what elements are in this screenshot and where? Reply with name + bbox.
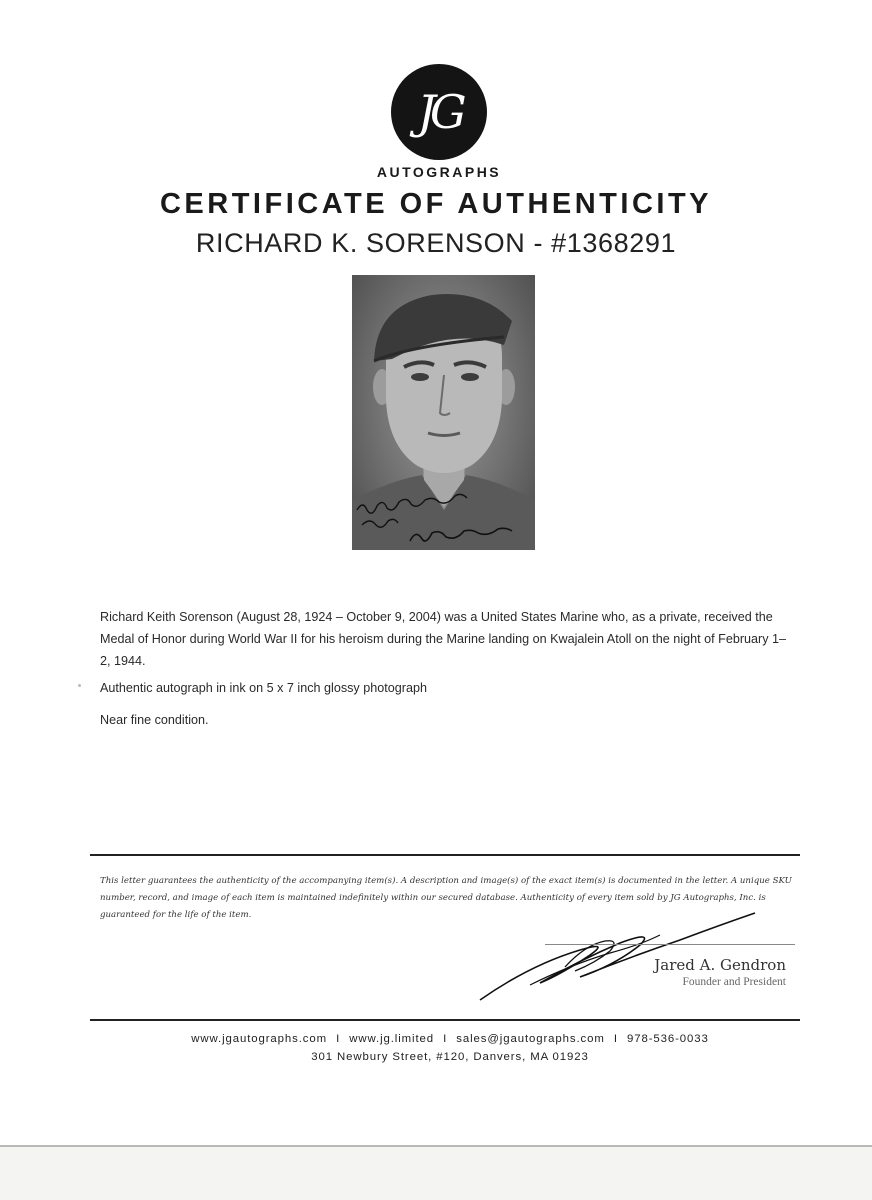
logo-monogram: JG <box>417 85 461 139</box>
website2-link[interactable]: www.jg.limited <box>349 1033 435 1045</box>
signed-photograph <box>352 275 535 550</box>
footer-separator: I <box>613 1033 618 1045</box>
website-link[interactable]: www.jgautographs.com <box>191 1033 328 1045</box>
item-detail: Authentic autograph in ink on 5 x 7 inch glossy photograph <box>100 681 427 695</box>
phone-number: 978-536-0033 <box>627 1033 709 1045</box>
footer-separator: I <box>336 1033 341 1045</box>
footer-separator: I <box>443 1033 448 1045</box>
divider-top <box>90 854 800 856</box>
portrait-illustration <box>352 275 535 550</box>
logo-wordmark: AUTOGRAPHS <box>376 164 502 180</box>
signature-icon <box>470 905 770 1005</box>
jg-logo-icon <box>391 64 487 160</box>
certificate-subtitle: RICHARD K. SORENSON - #1368291 <box>195 228 677 258</box>
item-condition: Near fine condition. <box>100 713 209 727</box>
guarantee-statement: This letter guarantees the authenticity of the accompanying item(s). A description and image(s) of the exact item(s) is documented in the letter. A unique SKU number, record, and image of each item is maintained indefinitely within our secured database. Authenticity of every item sold by JG Autographs, Inc. is guaranteed for the life of the item. <box>100 876 792 920</box>
item-description: Richard Keith Sorenson (August 28, 1924 – October 9, 2004) was a United States Marine who, as a private, received the Medal of Honor during World War II for his heroism during the Marine landing on Kwajalein Atoll on the night of February 1–2, 1944. <box>100 610 787 668</box>
signature-line <box>545 944 795 945</box>
divider-bottom <box>90 1019 800 1021</box>
signer-title: Founder and President <box>682 976 786 988</box>
certificate-title: CERTIFICATE OF AUTHENTICITY <box>159 188 713 220</box>
email-link[interactable]: sales@jgautographs.com <box>456 1033 605 1045</box>
footer-address: 301 Newbury Street, #120, Danvers, MA 01923 <box>311 1051 589 1063</box>
signer-name: Jared A. Gendron <box>654 956 786 974</box>
sheet-edge <box>0 1145 872 1147</box>
footer-contacts <box>0 1033 872 1045</box>
stray-dot <box>78 684 81 687</box>
